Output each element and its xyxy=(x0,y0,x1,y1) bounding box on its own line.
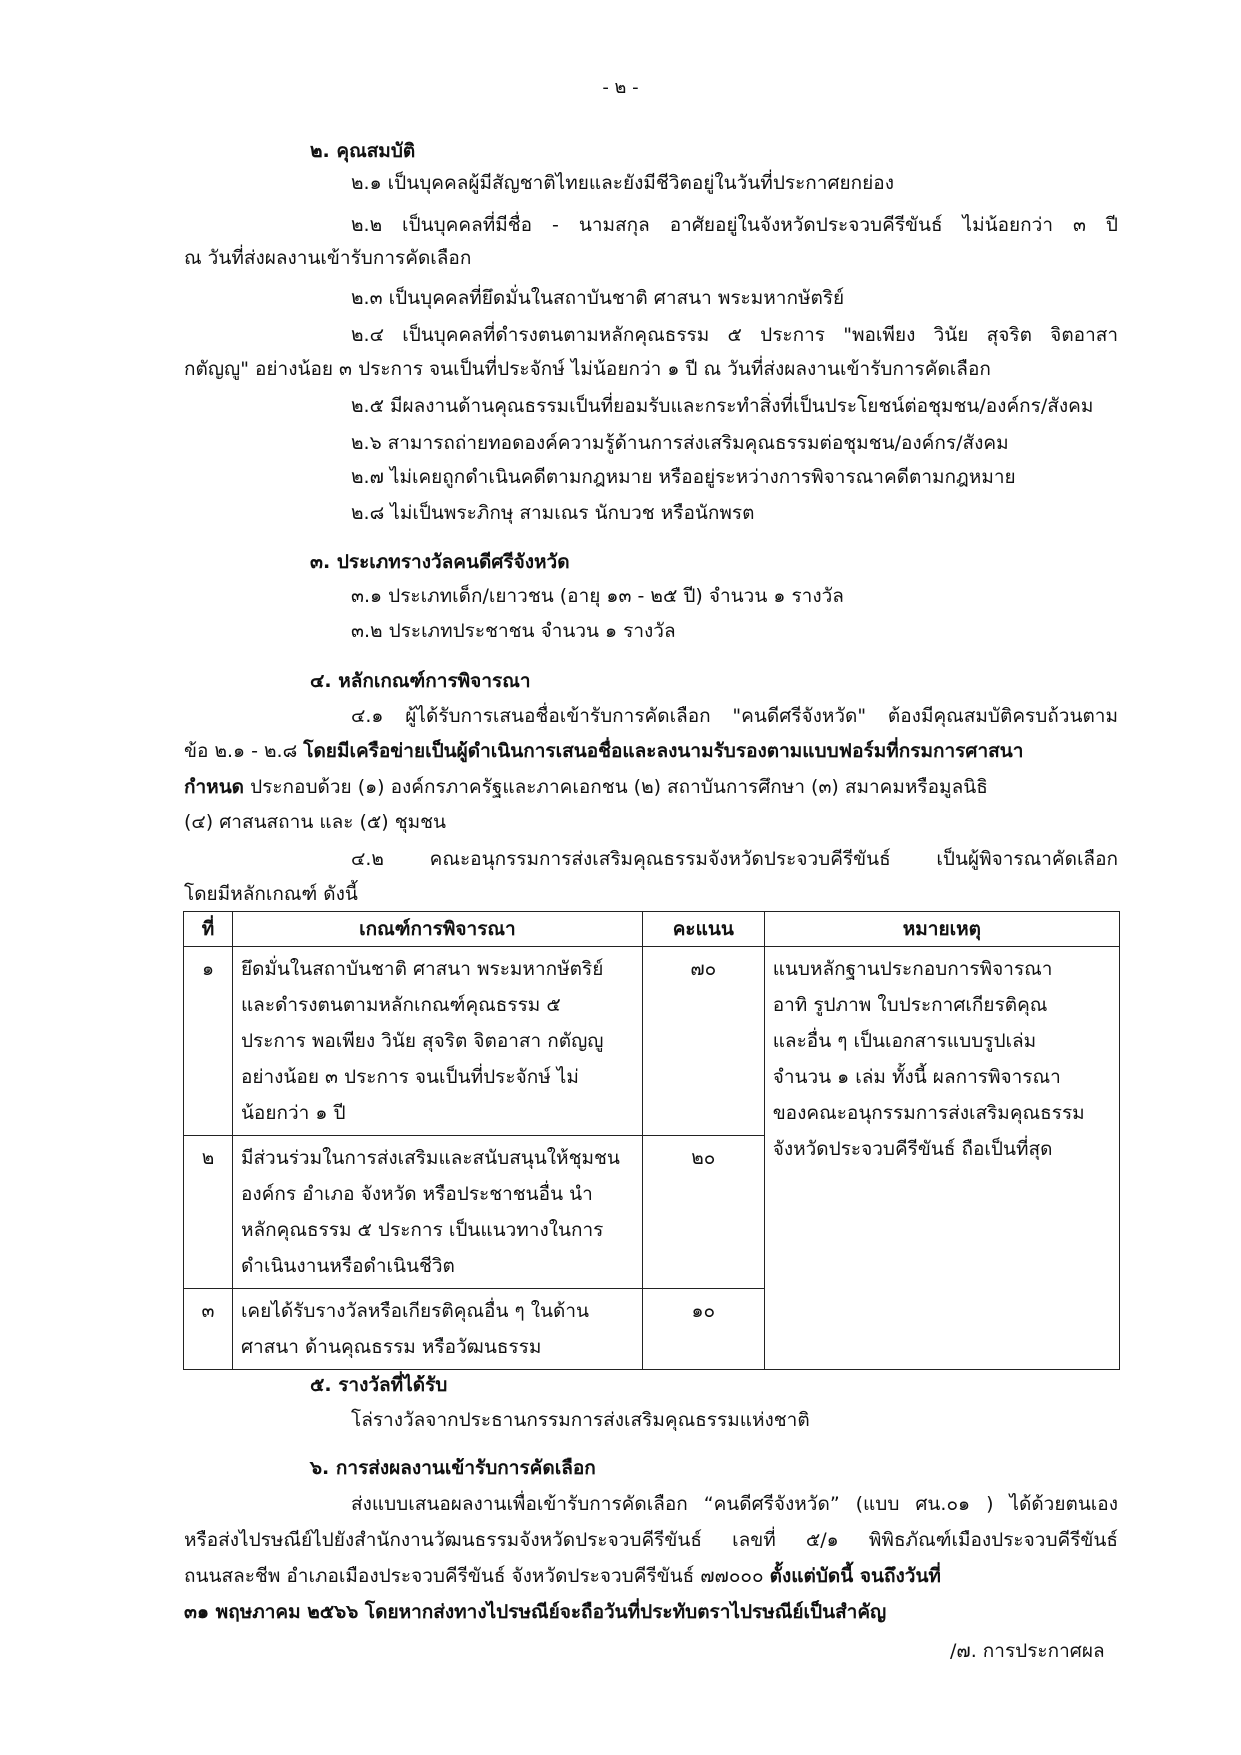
row-2-criteria-line: มีส่วนร่วมในการส่งเสริมและสนับสนุนให้ชุมชน xyxy=(240,1147,620,1169)
item-2-3: ๒.๓ เป็นบุคคลที่ยึดมั่นในสถาบันชาติ ศาสนา พระมหากษัตริย์ xyxy=(351,287,845,309)
item-2-2-line1: ๒.๒ เป็นบุคคลที่มีชื่อ - นามสกุล อาศัยอยู่ในจังหวัดประจวบคีรีขันธ์ ไม่น้อยกว่า ๓ ปี xyxy=(351,214,1118,236)
item-4-2-line1: ๔.๒ คณะอนุกรรมการส่งเสริมคุณธรรมจังหวัดประจวบคีรีขันธ์ เป็นผู้พิจารณาคัดเลือก xyxy=(351,848,1118,870)
note-line: อาทิ รูปภาพ ใบประกาศเกียรติคุณ xyxy=(772,994,1048,1016)
note-line: ของคณะอนุกรรมการส่งเสริมคุณธรรม xyxy=(772,1102,1085,1124)
header-score: คะแนน xyxy=(642,912,764,947)
section-2-heading: ๒. คุณสมบัติ xyxy=(310,140,416,162)
item-4-1-line2 xyxy=(184,738,1023,764)
row-2-no: ๒ xyxy=(184,1136,233,1289)
item-2-8: ๒.๘ ไม่เป็นพระภิกษุ สามเณร นักบวช หรือนักพรต xyxy=(351,502,755,524)
section-6-line3-bold: ตั้งแต่บัดนี้ จนถึงวันที่ xyxy=(769,1565,941,1587)
row-1-criteria-line: น้อยกว่า ๑ ปี xyxy=(240,1102,346,1124)
section-6-line4: ๓๑ พฤษภาคม ๒๕๖๖ โดยหากส่งทางไปรษณีย์จะถือวันที่ประทับตราไปรษณีย์เป็นสำคัญ xyxy=(184,1601,887,1623)
item-2-4-line1: ๒.๔ เป็นบุคคลที่ดำรงตนตามหลักคุณธรรม ๕ ประการ "พอเพียง วินัย สุจริต จิตอาสา xyxy=(351,324,1118,346)
section-6-line2: หรือส่งไปรษณีย์ไปยังสำนักงานวัฒนธรรมจังหวัดประจวบคีรีขันธ์ เลขที่ ๕/๑ พิพิธภัณฑ์เมืองประจวบคีรีขันธ์ xyxy=(184,1529,1118,1551)
header-no: ที่ xyxy=(184,912,233,947)
item-3-2: ๓.๒ ประเภทประชาชน จำนวน ๑ รางวัล xyxy=(351,620,676,642)
section-5-heading: ๕. รางวัลที่ได้รับ xyxy=(310,1374,448,1396)
section-3-heading: ๓. ประเภทรางวัลคนดีศรีจังหวัด xyxy=(310,551,570,573)
item-2-2-line2: ณ วันที่ส่งผลงานเข้ารับการคัดเลือก xyxy=(184,247,472,269)
section-5-text: โล่รางวัลจากประธานกรรมการส่งเสริมคุณธรรมแห่งชาติ xyxy=(351,1409,810,1431)
note-line: แนบหลักฐานประกอบการพิจารณา xyxy=(772,958,1053,980)
row-3-criteria-line: เคยได้รับรางวัลหรือเกียรติคุณอื่น ๆ ในด้าน xyxy=(240,1300,589,1322)
row-2-score: ๒๐ xyxy=(642,1136,764,1289)
item-4-2-line2: โดยมีหลักเกณฑ์ ดังนี้ xyxy=(184,883,358,905)
item-2-5: ๒.๕ มีผลงานด้านคุณธรรมเป็นที่ยอมรับและกระทำสิ่งที่เป็นประโยชน์ต่อชุมชน/องค์กร/สังคม xyxy=(351,395,1094,417)
row-2-criteria-line: หลักคุณธรรม ๕ ประการ เป็นแนวทางในการ xyxy=(240,1219,604,1241)
item-2-4-line2: กตัญญู" อย่างน้อย ๓ ประการ จนเป็นที่ประจักษ์ ไม่น้อยกว่า ๑ ปี ณ วันที่ส่งผลงานเข้ารับการคัดเลือก xyxy=(184,358,991,380)
continuation-text: /๗. การประกาศผล xyxy=(950,1640,1105,1662)
item-4-1-line1: ๔.๑ ผู้ได้รับการเสนอชื่อเข้ารับการคัดเลือก "คนดีศรีจังหวัด" ต้องมีคุณสมบัติครบถ้วนตาม xyxy=(351,705,1118,727)
note-line: จำนวน ๑ เล่ม ทั้งนี้ ผลการพิจารณา xyxy=(772,1066,1061,1088)
item-3-1: ๓.๑ ประเภทเด็ก/เยาวชน (อายุ ๑๓ - ๒๕ ปี) จำนวน ๑ รางวัล xyxy=(351,585,844,607)
row-1-no: ๑ xyxy=(184,947,233,1136)
section-6-line3 xyxy=(184,1563,941,1589)
row-1-criteria-line: และดำรงตนตามหลักเกณฑ์คุณธรรม ๕ xyxy=(240,994,561,1016)
row-1-criteria-line: อย่างน้อย ๓ ประการ จนเป็นที่ประจักษ์ ไม่ xyxy=(240,1066,579,1088)
table-row xyxy=(184,947,1120,1136)
item-4-1-line4: (๔) ศาสนสถาน และ (๕) ชุมชน xyxy=(184,811,447,833)
row-1-criteria xyxy=(232,947,642,1136)
note-line: และอื่น ๆ เป็นเอกสารแบบรูปเล่ม xyxy=(772,1030,1037,1052)
item-2-1: ๒.๑ เป็นบุคคลผู้มีสัญชาติไทยและยังมีชีวิตอยู่ในวันที่ประกาศยกย่อง xyxy=(351,172,894,194)
item-4-1-line3-plain: ประกอบด้วย (๑) องค์กรภาครัฐและภาคเอกชน (๒) สถาบันการศึกษา (๓) สมาคมหรือมูลนิธิ xyxy=(244,776,988,798)
note-line: จังหวัดประจวบคีรีขันธ์ ถือเป็นที่สุด xyxy=(772,1138,1053,1160)
row-3-no: ๓ xyxy=(184,1289,233,1370)
row-3-score: ๑๐ xyxy=(642,1289,764,1370)
header-note: หมายเหตุ xyxy=(764,912,1119,947)
item-2-7: ๒.๗ ไม่เคยถูกดำเนินคดีตามกฎหมาย หรืออยู่ระหว่างการพิจารณาคดีตามกฎหมาย xyxy=(351,466,1016,488)
page-number: - ๒ - xyxy=(602,77,639,98)
item-4-1-line2-plain: ข้อ ๒.๑ - ๒.๘ xyxy=(184,740,304,762)
row-2-criteria-line: ดำเนินงานหรือดำเนินชีวิต xyxy=(240,1255,455,1277)
criteria-table xyxy=(183,911,1120,1370)
row-1-criteria-line: ประการ พอเพียง วินัย สุจริต จิตอาสา กตัญญู xyxy=(240,1030,604,1052)
row-1-score: ๗๐ xyxy=(642,947,764,1136)
note-cell xyxy=(764,947,1119,1370)
row-2-criteria xyxy=(232,1136,642,1289)
row-1-criteria-line: ยึดมั่นในสถาบันชาติ ศาสนา พระมหากษัตริย์ xyxy=(240,958,604,980)
item-4-1-line3 xyxy=(184,774,988,800)
row-3-criteria xyxy=(232,1289,642,1370)
table-header-row xyxy=(184,912,1120,947)
row-2-criteria-line: องค์กร อำเภอ จังหวัด หรือประชาชนอื่น นำ xyxy=(240,1183,593,1205)
section-6-line1: ส่งแบบเสนอผลงานเพื่อเข้ารับการคัดเลือก “คนดีศรีจังหวัด” (แบบ ศน.๐๑ ) ได้ด้วยตนเอง xyxy=(351,1493,1118,1515)
item-4-1-line3-bold: กำหนด xyxy=(184,776,245,798)
header-criteria: เกณฑ์การพิจารณา xyxy=(232,912,642,947)
section-6-heading: ๖. การส่งผลงานเข้ารับการคัดเลือก xyxy=(310,1457,596,1479)
item-4-1-line2-bold: โดยมีเครือข่ายเป็นผู้ดำเนินการเสนอชื่อและลงนามรับรองตามแบบฟอร์มที่กรมการศาสนา xyxy=(303,740,1024,762)
section-6-line3-plain: ถนนสละชีพ อำเภอเมืองประจวบคีรีขันธ์ จังหวัดประจวบคีรีขันธ์ ๗๗๐๐๐ xyxy=(184,1565,770,1587)
section-4-heading: ๔. หลักเกณฑ์การพิจารณา xyxy=(310,670,531,692)
row-3-criteria-line: ศาสนา ด้านคุณธรรม หรือวัฒนธรรม xyxy=(240,1336,542,1358)
item-2-6: ๒.๖ สามารถถ่ายทอดองค์ความรู้ด้านการส่งเสริมคุณธรรมต่อชุมชน/องค์กร/สังคม xyxy=(351,432,1009,454)
